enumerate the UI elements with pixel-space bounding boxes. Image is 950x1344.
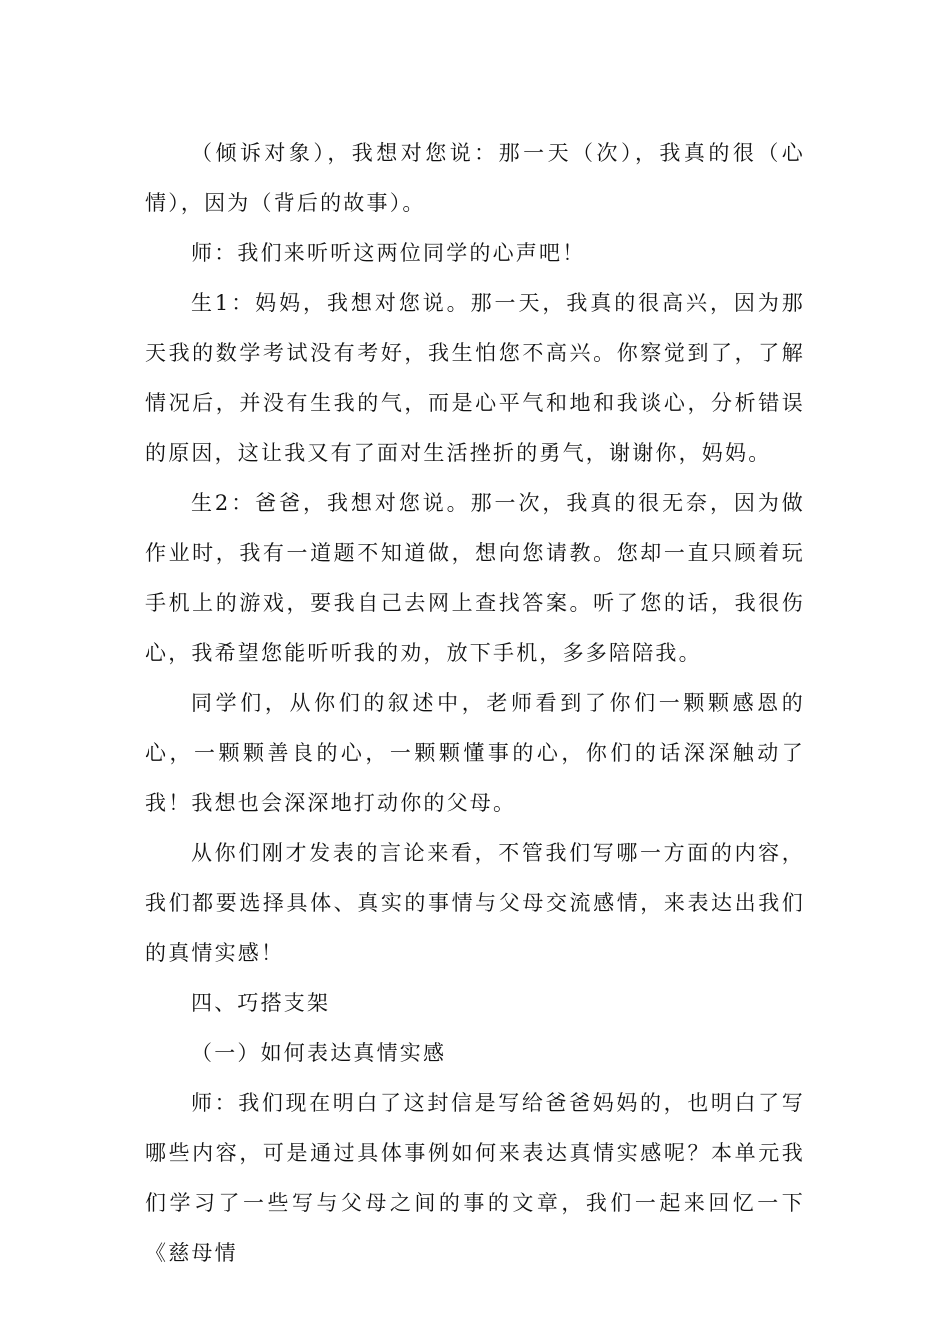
section-heading: 四、巧搭支架: [191, 991, 331, 1015]
paragraph-teacher-intro: 师：我们来听听这两位同学的心声吧！: [191, 241, 586, 265]
paragraph-student-1: 生1：妈妈，我想对您说。那一天，我真的很高兴，因为那天我的数学考试没有考好，我生怕您不高兴。你察觉到了，了解情况后，并没有生我的气，而是心平气和地和我谈心，分析错误的原因，这让我又有了面对生活挫折的勇气，谢谢你，妈妈。: [145, 291, 805, 465]
paragraph-teacher-comment: 同学们，从你们的叙述中，老师看到了你们一颗颗感恩的心，一颗颗善良的心，一颗颗懂事的心，你们的话深深触动了我！我想也会深深地打动你的父母。: [145, 691, 805, 815]
document-body: [145, 128, 805, 1278]
paragraph-teacher-question: 师：我们现在明白了这封信是写给爸爸妈妈的，也明白了写哪些内容，可是通过具体事例如何来表达真情实感呢？本单元我们学习了一些写与父母之间的事的文章，我们一起来回忆一下《慈母情: [145, 1091, 805, 1265]
paragraph-prompt-template: （倾诉对象），我想对您说：那一天（次），我真的很（心情），因为（背后的故事）。: [145, 141, 805, 215]
subsection-heading: （一）如何表达真情实感: [191, 1041, 447, 1065]
paragraph-summary: 从你们刚才发表的言论来看，不管我们写哪一方面的内容，我们都要选择具体、真实的事情与父母交流感情，来表达出我们的真情实感！: [145, 841, 805, 965]
paragraph-student-2: 生2：爸爸，我想对您说。那一次，我真的很无奈，因为做作业时，我有一道题不知道做，想向您请教。您却一直只顾着玩手机上的游戏，要我自己去网上查找答案。听了您的话，我很伤心，我希望您能听听我的劝，放下手机，多多陪陪我。: [145, 491, 805, 665]
